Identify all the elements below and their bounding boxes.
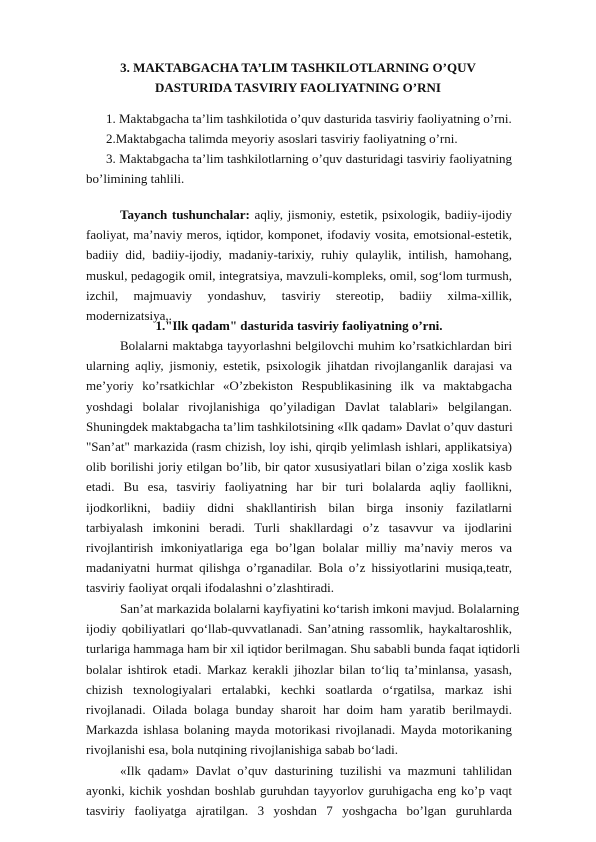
key-terms-text-1: aqliy, jismoniy, estetik, psixologik, badiiy-ijodiy (249, 207, 512, 222)
section-heading: 1."Ilk qadam" dasturida tasviriy faoliyatning o’rni. (155, 318, 443, 333)
paragraph-1-line: etadi. Bu esa, tasviriy faoliyatning har bir turi bolalarda aqliy faollikni, (86, 479, 512, 495)
page-title (70, 58, 526, 98)
key-terms-line-4: muskul, pedagogik omil, integratsiya, mavzuli-kompleks, omil, sog‘lom turmush, (86, 267, 512, 283)
plan-item-2: 2.Maktabgacha talimda meyoriy asoslari tasviriy faoliyatning o’rni. (106, 131, 458, 146)
paragraph-2-line: Markazda ishlasa bolaning mayda motorikasi rivojlanadi. Mayda motorikaning (86, 722, 512, 738)
title-line-1: 3. MAKTABGACHA TA’LIM TASHKILOTLARNING O’QUV (120, 60, 476, 75)
paragraph-2-line: chizish texnologiyalari ertalabki, kechki soatlarda o‘rgatilsa, markaz ishi (86, 681, 512, 697)
key-terms-line-3: badiiy did, badiiy-ijodiy, madaniy-tarixiy, ruhiy qulaylik, intilish, hamohang, (86, 247, 512, 263)
paragraph-1-line: rivojlantirish imkoniyatlariga ega bo’lgan bolalar milliy ma’naviy meros va (86, 540, 512, 556)
plan-item-3-line-1: 3. Maktabgacha ta’lim tashkilotlarning o’quv dasturidagi tasviriy faoliyatning (106, 151, 512, 166)
paragraph-1-line: tarbiyalash imkonini beradi. Turli shakllardagi o’z tasavvur va ijodlarini (86, 519, 512, 535)
paragraph-2 (86, 599, 520, 761)
paragraph-2-line: turlariga hammaga ham bir xil iqtidor berilmagan. Shu sababli bunda faqat iqtidorli (86, 641, 520, 657)
paragraph-1-line: "San’at" markazida (rasm chizish, loy ishi, qirqib yelimlash ishlari, applikatsiya) (86, 439, 512, 455)
paragraph-3 (86, 761, 512, 822)
paragraph-1-line: me’yoriy ko’rsatkichlar «O’zbekiston Respublikasining ilk va maktabgacha (86, 378, 512, 394)
paragraph-1-line: olib borilishi joriy etilgan bo’lib, bir qator xususiyatlari bilan o’ziga xoslik kasb (86, 459, 512, 475)
key-terms-line-2: faoliyat, ma’naviy meros, iqtidor, komponet, ifodaviy vosita, emotsional-estetik, (86, 227, 512, 243)
key-terms-line-5: izchil, majmuaviy yondashuv, tasviriy stereotip, badiiy xilma-xillik, (86, 287, 512, 303)
paragraph-3-line: «Ilk qadam» Davlat o’quv dasturining tuzilishi va mazmuni tahlilidan (120, 763, 512, 778)
paragraph-1-line: ularning aqliy, jismoniy, estetik, psixologik jihatdan rivojlanganlik darajasi va (86, 358, 512, 374)
paragraph-1 (86, 336, 512, 599)
key-terms-line-6: modernizatsiya,. (86, 308, 172, 324)
paragraph-3-line: ayonki, kichik yoshdan boshlab guruhdan tayyorlov guruhigacha eng ko’p vaqt (86, 783, 512, 799)
key-terms-label: Tayanch tushunchalar: (120, 207, 250, 222)
paragraph-1-line: tasviriy faoliyat orqali ifodalashni o’zlashtiradi. (86, 580, 335, 596)
paragraph-1-line: Shuningdek maktabgacha ta’lim tashkilotsining «Ilk qadam» Davlat o’quv dasturi (86, 418, 513, 434)
paragraph-1-line: madaniyatni hurmat qilishga o’rganadilar. Bola o’z hissiyotlarini musiqa,teatr, (86, 560, 512, 576)
paragraph-2-line: rivojlanadi. Oilada bolaga bunday sharoit har doim ham yaratib berilmaydi. (86, 702, 512, 718)
paragraph-3-line: tasviriy faoliyatga ajratilgan. 3 yoshdan 7 yoshgacha bo’lgan guruhlarda (86, 803, 512, 819)
plan-item-1: 1. Maktabgacha ta’lim tashkilotida o’quv dasturida tasviriy faoliyatning o’rni. (106, 111, 512, 126)
paragraph-2-line: ijodiy qobiliyatlari qo‘llab-quvvatlanadi. San’atning rassomlik, haykaltaroshlik, (86, 621, 512, 637)
paragraph-1-line: Bolalarni maktabga tayyorlashni belgilovchi muhim ko’rsatkichlardan biri (120, 338, 512, 353)
key-terms-line-1 (86, 205, 512, 225)
plan-item-3 (86, 149, 512, 189)
paragraph-1-line: ijodkorlikni, badiiy didni shakllantirish bilan birga insoniy fazilatlarni (86, 499, 512, 515)
paragraph-1-line: yoshdagi bolalar rivojlanishiga qo’yiladigan Davlat talablari» belgilangan. (86, 398, 512, 414)
plan-item-3-line-2: bo’limining tahlili. (86, 171, 185, 187)
paragraph-2-line: rivojlanishi esa, bola nutqining rivojlanishiga sabab bo‘ladi. (86, 742, 398, 758)
paragraph-2-line: bolalar ishtirok etadi. Markaz kerakli jihozlar bilan to‘liq ta’minlansa, yasash, (86, 661, 512, 677)
paragraph-2-line: San’at markazida bolalarni kayfiyatini ko‘tarish imkoni mavjud. Bolalarning (120, 601, 520, 616)
key-terms-paragraph (86, 205, 512, 326)
title-line-2: DASTURIDA TASVIRIY FAOLIYATNING O’RNI (155, 80, 441, 95)
